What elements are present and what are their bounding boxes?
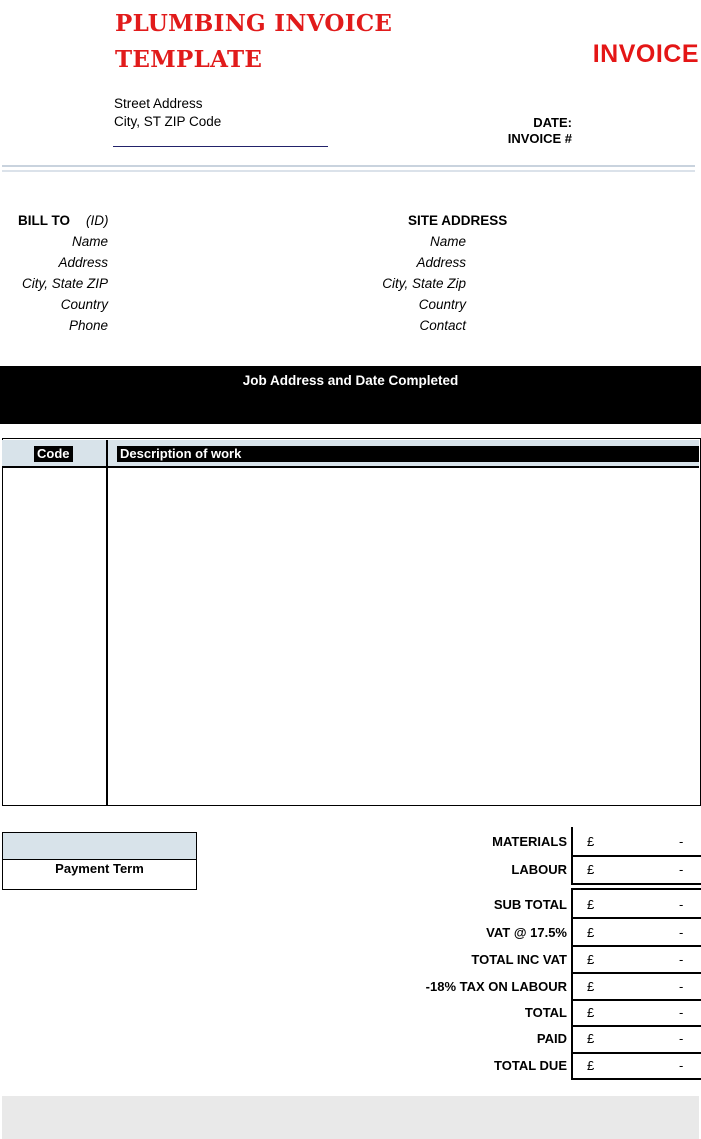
materials-value[interactable]: - — [679, 834, 684, 849]
labour-label: LABOUR — [511, 862, 567, 877]
code-column-header: Code — [34, 446, 73, 462]
paid-value[interactable]: - — [679, 1031, 684, 1046]
total-due-value: - — [679, 1058, 684, 1073]
tax-on-labour-value: - — [679, 979, 684, 994]
site-address-heading: SITE ADDRESS — [408, 213, 508, 228]
currency-symbol: £ — [587, 1031, 595, 1046]
materials-label: MATERIALS — [492, 834, 567, 849]
totals-rule — [571, 917, 701, 919]
vat-value: - — [679, 925, 684, 940]
total-value: - — [679, 1005, 684, 1020]
totals-rule — [571, 945, 701, 947]
brand-line-2: TEMPLATE — [115, 46, 263, 73]
currency-symbol: £ — [587, 1058, 595, 1073]
address-underline — [113, 146, 328, 147]
bill-to-heading: BILL TO — [18, 213, 71, 228]
totals-rule — [571, 888, 701, 890]
description-column-header: Description of work — [120, 446, 242, 461]
currency-symbol: £ — [587, 925, 595, 940]
paid-label: PAID — [536, 1031, 567, 1046]
brand-line-1: PLUMBING INVOICE — [115, 10, 393, 37]
city-state-zip[interactable]: City, ST ZIP Code — [114, 114, 222, 129]
bill-to-country-label: Country — [60, 297, 108, 312]
job-address-label: Job Address and Date Completed — [242, 373, 459, 388]
header-separator-2 — [2, 170, 695, 172]
totals-rule — [571, 855, 701, 857]
totals-rule — [571, 999, 701, 1001]
currency-symbol: £ — [587, 952, 595, 967]
sub-total-label: SUB TOTAL — [493, 897, 567, 912]
tax-on-labour-label: -18% TAX ON LABOUR — [425, 979, 567, 994]
site-name-label: Name — [429, 234, 466, 249]
site-contact-label: Contact — [419, 318, 466, 333]
labour-value[interactable]: - — [679, 862, 684, 877]
totals-rule — [571, 883, 701, 885]
date-label: DATE: — [533, 115, 572, 130]
site-country-label: Country — [418, 297, 466, 312]
currency-symbol: £ — [587, 1005, 595, 1020]
bill-to-id: (ID) — [86, 213, 109, 228]
currency-symbol: £ — [587, 862, 595, 877]
invoice-number-label: INVOICE # — [507, 131, 572, 146]
site-city-label: City, State Zip — [382, 276, 466, 291]
currency-symbol: £ — [587, 897, 595, 912]
currency-symbol: £ — [587, 979, 595, 994]
total-inc-vat-label: TOTAL INC VAT — [471, 952, 567, 967]
vat-label: VAT @ 17.5% — [486, 925, 567, 940]
currency-symbol: £ — [587, 834, 595, 849]
totals-rule — [571, 1025, 701, 1027]
total-inc-vat-value: - — [679, 952, 684, 967]
site-address-label: Address — [416, 255, 466, 270]
code-cell[interactable] — [4, 468, 105, 804]
header-separator — [2, 165, 695, 167]
bill-to-name-label: Name — [71, 234, 108, 249]
totals-rule — [571, 972, 701, 974]
description-cell[interactable] — [108, 468, 698, 804]
totals-rule — [571, 1078, 701, 1080]
payment-term-label: Payment Term — [55, 861, 144, 876]
totals-rule — [571, 1052, 701, 1054]
invoice-title: INVOICE — [592, 40, 699, 68]
total-due-label: TOTAL DUE — [494, 1058, 567, 1073]
bill-to-address-label: Address — [58, 255, 108, 270]
bill-to-phone-label: Phone — [68, 318, 108, 333]
payment-term-input[interactable] — [3, 833, 196, 860]
footer-band — [2, 1096, 699, 1139]
sub-total-value: - — [679, 897, 684, 912]
total-label: TOTAL — [524, 1005, 567, 1020]
street-address[interactable]: Street Address — [114, 96, 203, 111]
bill-to-city-label: City, State ZIP — [21, 276, 108, 291]
company-name — [115, 6, 415, 78]
